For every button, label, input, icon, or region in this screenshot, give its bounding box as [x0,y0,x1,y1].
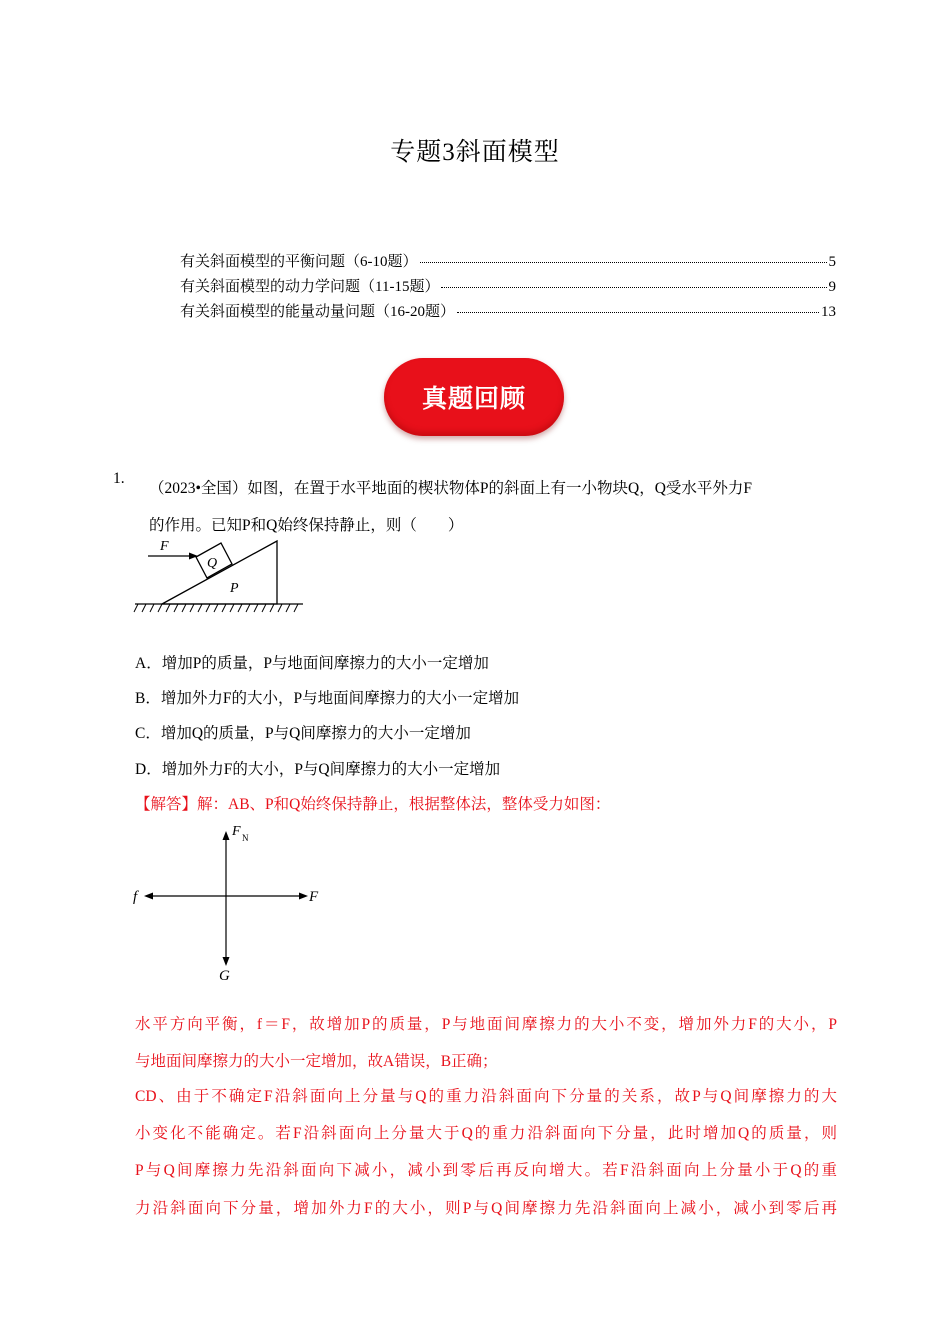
toc-item-page: 13 [821,304,836,320]
diagram-label-gravity: G [219,968,230,984]
answer-line: CD、由于不确定F沿斜面向上分量与Q的重力沿斜面向下分量的关系，故P与Q间摩擦力的大 [135,1088,837,1105]
figure-label-wedge: P [230,581,239,596]
option-b[interactable]: B．增加外力F的大小，P与地面间摩擦力的大小一定增加 [135,690,520,707]
answer-line: 水平方向平衡，f＝F，故增加P的质量，P与地面间摩擦力的大小不变，增加外力F的大小，P [135,1016,837,1033]
toc-item-label: 有关斜面模型的平衡问题（6-10题） [180,254,418,270]
toc-leader-dots [420,262,827,263]
force-diagram [125,818,335,988]
answer-line: 力沿斜面向下分量，增加外力F的大小，则P与Q间摩擦力先沿斜面向上减小，减小到零后再 [135,1200,837,1217]
answer-line: P与Q间摩擦力先沿斜面向下减小，减小到零后再反向增大。若F沿斜面向上分量小于Q的重 [135,1162,837,1179]
diagram-label-normal-sub: N [242,833,249,843]
option-a[interactable]: A．增加P的质量，P与地面间摩擦力的大小一定增加 [135,655,489,672]
section-badge-label: 真题回顾 [421,384,526,413]
answer-line: 小变化不能确定。若F沿斜面向上分量大于Q的重力沿斜面向下分量，此时增加Q的质量，则 [135,1125,837,1142]
incline-figure [130,533,310,618]
diagram-label-friction: f [133,889,138,905]
diagram-label-force: F [309,889,319,905]
section-badge [384,358,564,436]
toc-item-label: 有关斜面模型的能量动量问题（16-20题） [180,304,455,320]
toc-item-label: 有关斜面模型的动力学问题（11-15题） [180,279,440,295]
table-of-contents [180,250,836,325]
answer-intro-text: 解：AB、P和Q始终保持静止，根据整体法，整体受力如图： [197,796,611,813]
toc-leader-dots [457,312,819,313]
answer-tag: 【解答】 [135,796,198,813]
question-number: 1. [113,470,125,487]
option-c[interactable]: C．增加Q的质量，P与Q间摩擦力的大小一定增加 [135,725,471,742]
toc-item[interactable] [180,250,836,275]
figure-label-block: Q [207,556,218,571]
question-line-1: （2023•全国）如图，在置于水平地面的楔状物体P的斜面上有一小物块Q，Q受水平外力F [149,480,753,497]
diagram-label-normal: F [232,824,241,839]
toc-item[interactable] [180,275,836,300]
figure-label-force: F [160,539,169,554]
toc-item-page: 9 [828,279,836,295]
toc-item[interactable] [180,300,836,325]
answer-line: 与地面间摩擦力的大小一定增加，故A错误，B正确； [135,1053,498,1070]
toc-item-page: 5 [828,254,836,270]
page-title: 专题3斜面模型 [390,139,560,166]
question-line-2: 的作用。已知P和Q始终保持静止，则（ ） [149,517,464,534]
option-d[interactable]: D．增加外力F的大小，P与Q间摩擦力的大小一定增加 [135,761,501,778]
toc-leader-dots [441,287,826,288]
answer-intro [135,792,610,814]
